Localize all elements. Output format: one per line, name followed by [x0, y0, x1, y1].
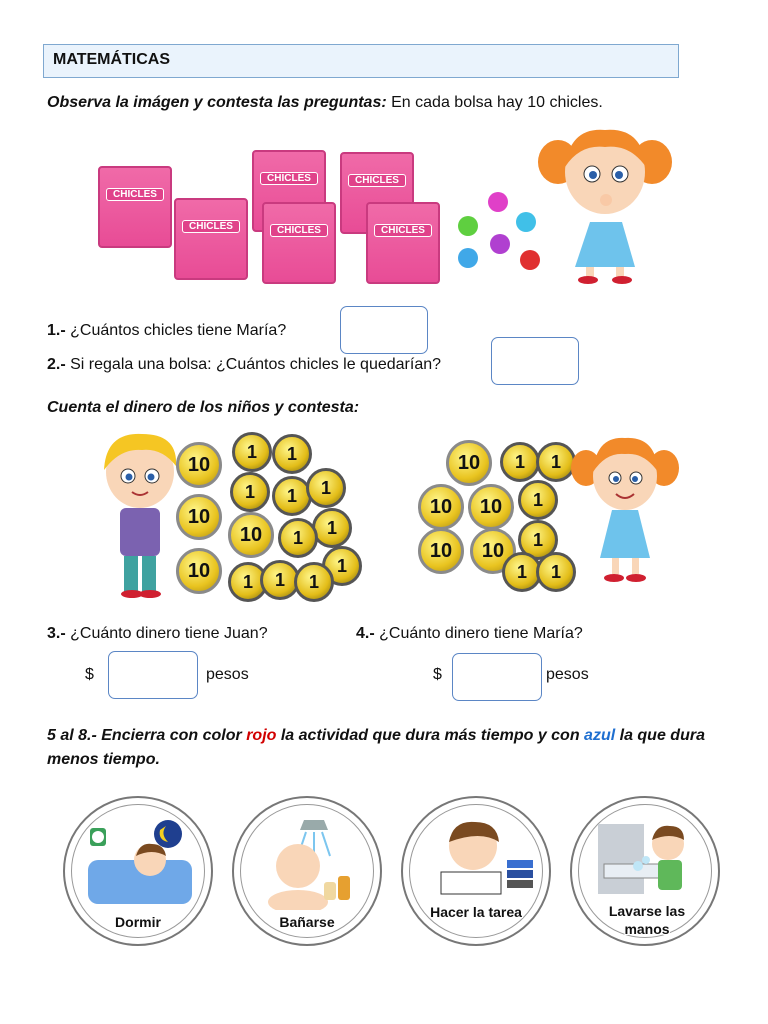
answer-3-box[interactable]	[108, 651, 198, 699]
activity-label: Lavarse las manos	[608, 903, 686, 937]
coin-1: 1	[500, 442, 540, 482]
gum-bag	[98, 166, 172, 248]
activities-instruction	[47, 724, 707, 772]
coin-10: 10	[418, 484, 464, 530]
coin-1: 1	[312, 508, 352, 548]
question-2-text: Si regala una bolsa: ¿Cuántos chicles le quedarían?	[65, 356, 442, 373]
gum-bag-label: CHICLES	[106, 188, 164, 201]
coin-1: 1	[272, 476, 312, 516]
activity-hacer-tarea[interactable]	[401, 796, 551, 946]
question-1	[47, 322, 286, 340]
coin-10: 10	[470, 528, 516, 574]
gum-bag-label: CHICLES	[260, 172, 318, 185]
question-4	[356, 625, 583, 643]
handwashing-child-icon	[592, 814, 704, 900]
answer-1-box[interactable]	[340, 306, 428, 354]
gum-bag	[366, 202, 440, 284]
coin-10: 10	[176, 548, 222, 594]
coin-1: 1	[536, 552, 576, 592]
maria-girl-illustration	[530, 122, 680, 287]
question-3	[47, 625, 268, 643]
question-3-text: ¿Cuánto dinero tiene Juan?	[65, 625, 268, 642]
intro-text: En cada bolsa hay 10 chicles.	[386, 94, 603, 111]
gum-bag-label: CHICLES	[270, 224, 328, 237]
homework-child-icon	[421, 814, 537, 898]
section-title: MATEMÁTICAS	[53, 51, 171, 68]
coin-1: 1	[260, 560, 300, 600]
coin-1: 1	[306, 468, 346, 508]
coin-10: 10	[228, 512, 274, 558]
maria-coins	[412, 436, 582, 596]
intro-instruction	[47, 94, 603, 112]
question-2	[47, 356, 441, 374]
coin-1: 1	[294, 562, 334, 602]
intro-bold: Observa la imágen y contesta las preguntas:	[47, 94, 387, 111]
coin-1: 1	[536, 442, 576, 482]
coin-10: 10	[176, 494, 222, 540]
bathing-child-icon	[254, 816, 364, 910]
gum-ball	[488, 192, 508, 212]
gum-bag-label: CHICLES	[374, 224, 432, 237]
coin-1: 1	[228, 562, 268, 602]
question-1-text: ¿Cuántos chicles tiene María?	[65, 322, 287, 339]
section-header	[43, 44, 679, 78]
question-4-text: ¿Cuánto dinero tiene María?	[374, 625, 583, 642]
question-3-number: 3.-	[47, 625, 66, 642]
dollar-sign-3: $	[85, 666, 94, 683]
answer-2-box[interactable]	[491, 337, 579, 385]
gum-bag	[262, 202, 336, 284]
sleeping-child-icon	[80, 820, 200, 910]
juan-coins	[172, 428, 372, 608]
activities-instr-part2: la actividad que dura más tiempo y con	[276, 727, 585, 744]
money-instruction-text: Cuenta el dinero de los niños y contesta:	[47, 399, 360, 416]
coin-1: 1	[230, 472, 270, 512]
gum-bag-label: CHICLES	[348, 174, 406, 187]
coin-10: 10	[468, 484, 514, 530]
pesos-label-3: pesos	[206, 666, 249, 683]
maria-girl-coins-illustration	[570, 430, 680, 590]
question-2-number: 2.-	[47, 356, 66, 373]
answer-4-box[interactable]	[452, 653, 542, 701]
gum-ball	[458, 248, 478, 268]
blue-word: azul	[584, 727, 616, 744]
coin-10: 10	[418, 528, 464, 574]
activity-lavarse-manos[interactable]	[570, 796, 720, 946]
coin-10: 10	[176, 442, 222, 488]
activities-instr-part3: la que dura menos tiempo.	[47, 727, 705, 768]
pesos-label-4: pesos	[546, 666, 589, 683]
coin-1: 1	[278, 518, 318, 558]
coin-1: 1	[322, 546, 362, 586]
coin-10: 10	[446, 440, 492, 486]
activity-banarse[interactable]	[232, 796, 382, 946]
coin-1: 1	[518, 520, 558, 560]
coin-1: 1	[518, 480, 558, 520]
question-4-number: 4.-	[356, 625, 375, 642]
red-word: rojo	[246, 727, 277, 744]
gum-ball	[458, 216, 478, 236]
coin-1: 1	[272, 434, 312, 474]
activity-label: Hacer la tarea	[430, 904, 522, 920]
activity-label: Bañarse	[279, 914, 335, 930]
gum-ball	[490, 234, 510, 254]
gum-bag-label: CHICLES	[182, 220, 240, 233]
money-instruction	[47, 399, 359, 417]
gum-bag	[174, 198, 248, 280]
activity-dormir[interactable]	[63, 796, 213, 946]
question-1-number: 1.-	[47, 322, 66, 339]
coin-1: 1	[502, 552, 542, 592]
activities-instr-part1: 5 al 8.- Encierra con color	[47, 727, 247, 744]
coin-1: 1	[232, 432, 272, 472]
dollar-sign-4: $	[433, 666, 442, 683]
gum-bags-illustration	[96, 148, 456, 288]
activity-label: Dormir	[115, 914, 161, 930]
